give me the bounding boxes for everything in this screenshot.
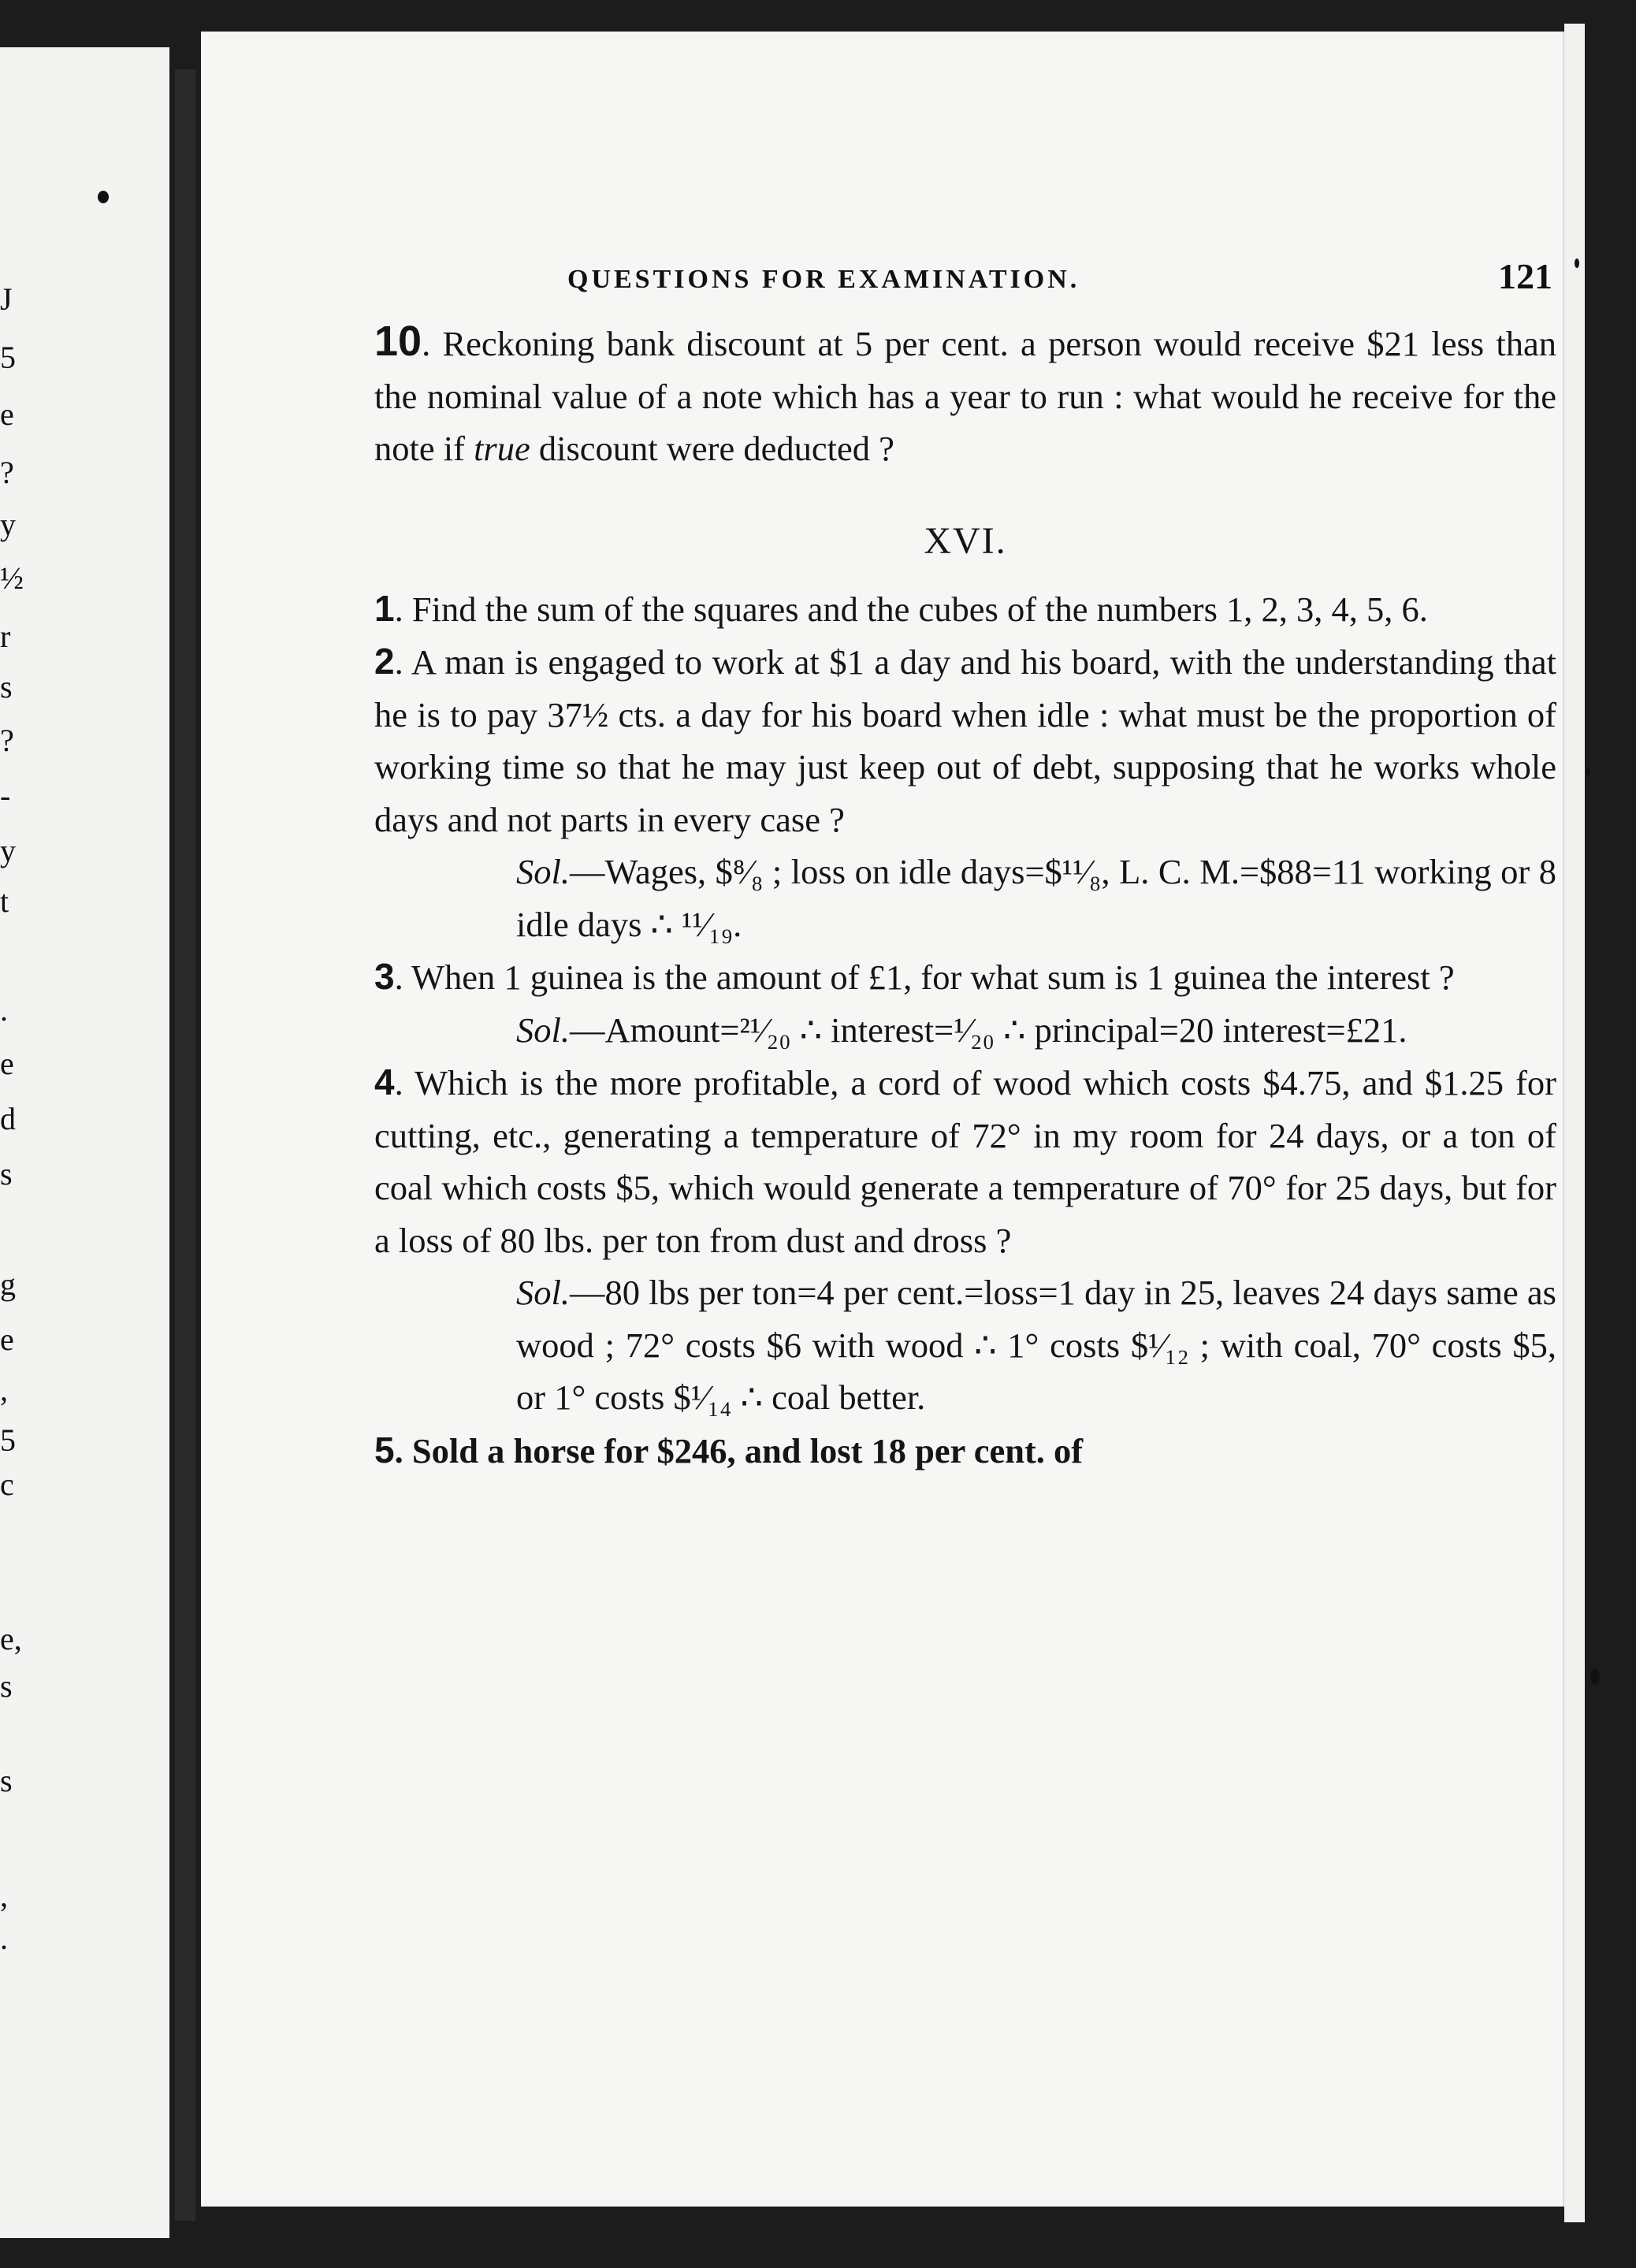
facing-page-char: 5 (0, 1422, 16, 1458)
question-3 (374, 950, 1556, 1004)
solution-text: —Amount=²¹⁄₂₀ ∴ interest=¹⁄₂₀ ∴ principal=20 interest=£21. (570, 1009, 1407, 1050)
solution-text: —Wages, $⁸⁄₈ ; loss on idle days=$¹¹⁄₈, L. C. M.=$88=11 working or 8 idle days ∴ ¹¹⁄₁₉. (516, 852, 1556, 944)
solution-label: Sol. (516, 1273, 570, 1312)
question-number: 2 (374, 641, 395, 682)
facing-page-char: e (0, 396, 14, 432)
question-2 (374, 635, 1556, 846)
page-number: 121 (1498, 256, 1552, 296)
question-number: 10 (374, 318, 422, 365)
facing-page-char: e (0, 1046, 14, 1081)
question-1 (374, 582, 1556, 636)
facing-page-char: c (0, 1467, 14, 1502)
question-number: 5 (374, 1429, 395, 1470)
question-number: 3 (374, 956, 395, 997)
solution-3 (516, 1004, 1556, 1057)
facing-page-char: s (0, 1763, 13, 1798)
question-5 (374, 1424, 1556, 1478)
facing-page-char: 5 (0, 340, 16, 375)
running-title: QUESTIONS FOR EXAMINATION. (567, 265, 1080, 294)
page-body (374, 315, 1556, 1477)
facing-page-sliver (0, 47, 169, 2238)
question-number: 1 (374, 587, 395, 629)
facing-page-char: d (0, 1101, 16, 1136)
facing-page-char: e (0, 1322, 14, 1357)
facing-page-char: r (0, 619, 11, 654)
question-text: . Reckoning bank discount at 5 per cent. a person would receive $21 less than the nominal value of a note which has a year to run : what would he receive for the note if (374, 324, 1556, 468)
facing-page-char: s (0, 1156, 13, 1192)
facing-page-char: ½ (0, 560, 24, 596)
question-text-end: discount were deducted ? (530, 429, 894, 468)
solution-label: Sol. (516, 852, 570, 891)
facing-page-char: , (0, 1372, 8, 1407)
question-text: . Which is the more profitable, a cord of wood which costs $4.75, and $1.25 for cutting, etc., generating a temperature of 72° in my room for 24 days, or a ton of coal which costs $5, which would generate a temperature of 70° for 25 days, but for a loss of 80 lbs. per ton from dust and dross ? (374, 1063, 1556, 1260)
question-text: . Find the sum of the squares and the cubes of the numbers 1, 2, 3, 4, 5, 6. (394, 589, 1428, 629)
emphasis-word: true (474, 429, 530, 468)
ink-speck (1586, 768, 1590, 776)
question-number: 4 (374, 1061, 395, 1102)
facing-page-char: J (0, 281, 13, 317)
question-text: . When 1 guinea is the amount of £1, for what sum is 1 guinea the interest ? (394, 957, 1455, 997)
facing-page-char: ? (0, 455, 14, 490)
page-edge (1564, 24, 1585, 2222)
facing-page-char: s (0, 1668, 13, 1704)
question-10 (374, 315, 1556, 475)
question-text: . A man is engaged to work at $1 a day and his board, with the understanding that he is to pay 37½ cts. a day for his board when idle : what must be the proportion of working time so that he may just keep out of debt, supposing that he works whole days and not parts in every case ? (374, 642, 1556, 839)
solution-text: —80 lbs per ton=4 per cent.=loss=1 day in 25, leaves 24 days same as wood ; 72° costs $6 with wood ∴ 1° costs $¹⁄₁₂ ; with coal, 70° costs $5, or 1° costs $¹⁄₁₄ ∴ coal better. (516, 1273, 1556, 1417)
facing-page-char: t (0, 883, 9, 919)
facing-page-char: - (0, 778, 11, 813)
facing-page-char: . (0, 1920, 8, 1956)
facing-page-char: ? (0, 723, 14, 758)
facing-page-char: y (0, 833, 16, 868)
ink-speck (1590, 1669, 1600, 1685)
facing-page-char: s (0, 669, 13, 705)
solution-label: Sol. (516, 1009, 570, 1050)
question-text: . Sold a horse for $246, and lost 18 per cent. of (394, 1430, 1084, 1470)
solution-2 (516, 846, 1556, 950)
facing-page-char: , (0, 1878, 8, 1913)
ink-speck (98, 191, 109, 203)
facing-page-char: g (0, 1266, 16, 1302)
running-head (378, 227, 1552, 298)
question-4 (374, 1056, 1556, 1266)
section-heading: XVI. (924, 519, 1007, 562)
ink-speck (1575, 258, 1579, 268)
facing-page-char: e, (0, 1621, 22, 1656)
solution-4 (516, 1266, 1556, 1424)
book-page (201, 32, 1566, 2207)
facing-page-char: y (0, 507, 16, 542)
book-spine-shadow (175, 69, 195, 2221)
facing-page-char: . (0, 992, 8, 1028)
